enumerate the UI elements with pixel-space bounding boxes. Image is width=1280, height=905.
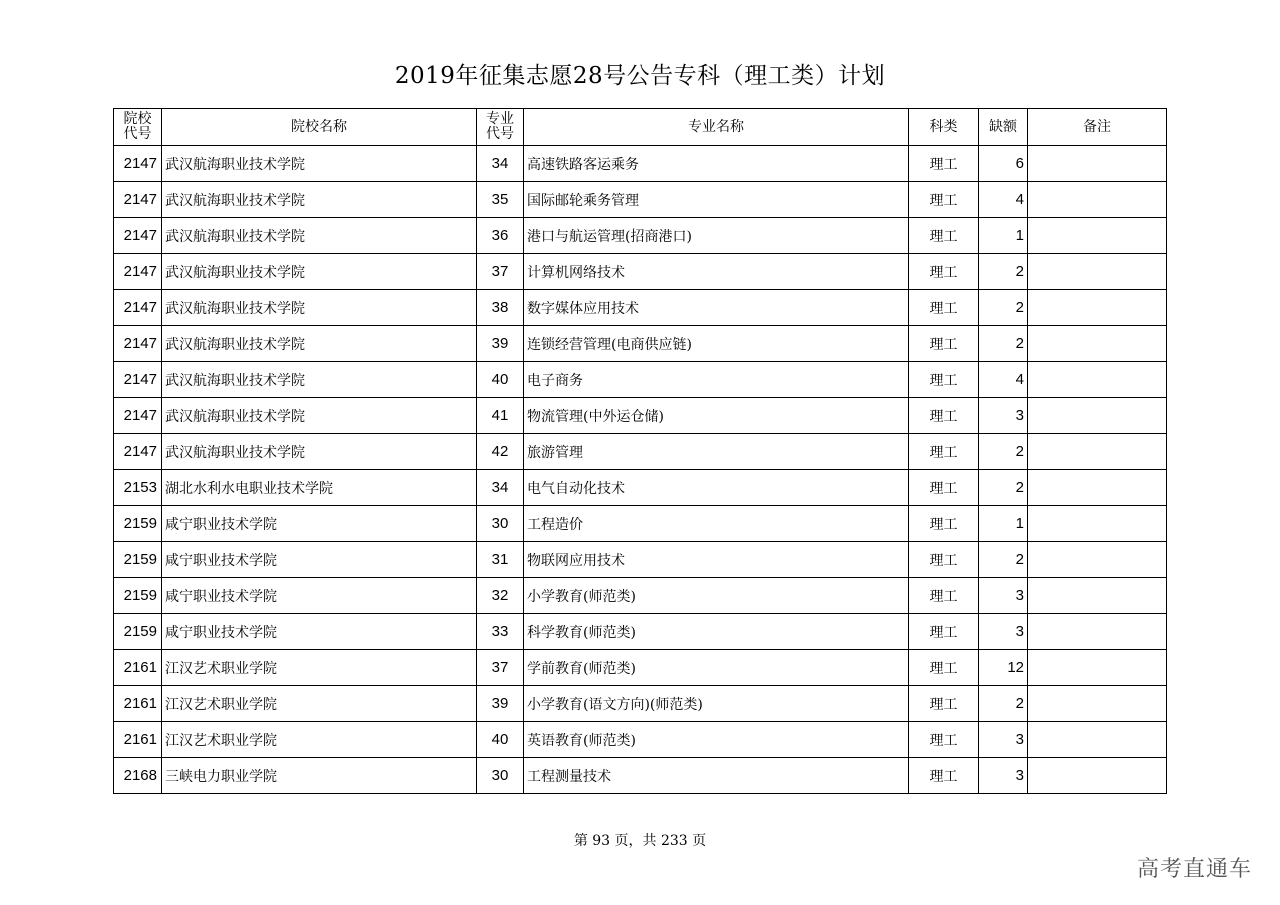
table-row [114, 326, 1167, 362]
cell-category: 理工 [909, 578, 979, 614]
cell-major-name: 物联网应用技术 [524, 542, 909, 578]
cell-note [1028, 362, 1167, 398]
cell-quota: 2 [979, 470, 1028, 506]
watermark: 高考直通车 [1136, 857, 1252, 882]
cell-school-code: 2147 [114, 218, 162, 254]
cell-category: 理工 [909, 614, 979, 650]
cell-school-name: 三峡电力职业学院 [162, 758, 477, 794]
cell-category: 理工 [909, 326, 979, 362]
cell-school-name: 武汉航海职业技术学院 [162, 254, 477, 290]
table-row [114, 182, 1167, 218]
cell-note [1028, 722, 1167, 758]
cell-major-code: 31 [477, 542, 524, 578]
cell-major-code: 40 [477, 362, 524, 398]
cell-major-code: 37 [477, 650, 524, 686]
cell-major-name: 英语教育(师范类) [524, 722, 909, 758]
cell-quota: 3 [979, 722, 1028, 758]
page-footer: 第 93 页，共 233 页 [573, 833, 707, 849]
cell-major-code: 34 [477, 146, 524, 182]
cell-major-code: 36 [477, 218, 524, 254]
cell-note [1028, 578, 1167, 614]
cell-school-name: 武汉航海职业技术学院 [162, 146, 477, 182]
cell-school-code: 2147 [114, 434, 162, 470]
table-row [114, 578, 1167, 614]
cell-school-code: 2147 [114, 326, 162, 362]
cell-quota: 2 [979, 326, 1028, 362]
cell-note [1028, 686, 1167, 722]
cell-school-name: 武汉航海职业技术学院 [162, 362, 477, 398]
cell-category: 理工 [909, 758, 979, 794]
table-row [114, 758, 1167, 794]
table-row [114, 290, 1167, 326]
cell-school-code: 2147 [114, 182, 162, 218]
table-row [114, 650, 1167, 686]
header-school-code: 院校 代号 [114, 109, 162, 146]
cell-major-code: 42 [477, 434, 524, 470]
table-row [114, 506, 1167, 542]
cell-quota: 4 [979, 362, 1028, 398]
cell-quota: 2 [979, 686, 1028, 722]
cell-note [1028, 398, 1167, 434]
cell-major-name: 电子商务 [524, 362, 909, 398]
header-school-name: 院校名称 [162, 109, 477, 146]
cell-major-code: 40 [477, 722, 524, 758]
header-major-name: 专业名称 [524, 109, 909, 146]
cell-school-name: 湖北水利水电职业技术学院 [162, 470, 477, 506]
cell-school-name: 江汉艺术职业学院 [162, 650, 477, 686]
cell-quota: 2 [979, 254, 1028, 290]
table-row [114, 362, 1167, 398]
cell-quota: 6 [979, 146, 1028, 182]
cell-major-code: 32 [477, 578, 524, 614]
cell-note [1028, 254, 1167, 290]
cell-category: 理工 [909, 470, 979, 506]
cell-major-name: 连锁经营管理(电商供应链) [524, 326, 909, 362]
cell-quota: 2 [979, 290, 1028, 326]
cell-quota: 4 [979, 182, 1028, 218]
cell-category: 理工 [909, 542, 979, 578]
cell-major-name: 数字媒体应用技术 [524, 290, 909, 326]
cell-category: 理工 [909, 290, 979, 326]
cell-school-name: 咸宁职业技术学院 [162, 542, 477, 578]
table-header-row [114, 109, 1167, 146]
cell-category: 理工 [909, 362, 979, 398]
table-row [114, 614, 1167, 650]
table-row [114, 542, 1167, 578]
cell-school-name: 江汉艺术职业学院 [162, 722, 477, 758]
cell-category: 理工 [909, 506, 979, 542]
header-note: 备注 [1028, 109, 1167, 146]
cell-major-name: 小学教育(语文方向)(师范类) [524, 686, 909, 722]
cell-major-code: 35 [477, 182, 524, 218]
cell-quota: 3 [979, 578, 1028, 614]
cell-major-name: 物流管理(中外运仓储) [524, 398, 909, 434]
cell-note [1028, 506, 1167, 542]
cell-school-name: 武汉航海职业技术学院 [162, 398, 477, 434]
cell-category: 理工 [909, 398, 979, 434]
cell-school-name: 武汉航海职业技术学院 [162, 434, 477, 470]
cell-school-name: 咸宁职业技术学院 [162, 614, 477, 650]
cell-school-code: 2159 [114, 542, 162, 578]
cell-major-code: 34 [477, 470, 524, 506]
cell-category: 理工 [909, 146, 979, 182]
cell-note [1028, 758, 1167, 794]
cell-school-code: 2147 [114, 290, 162, 326]
cell-major-code: 39 [477, 326, 524, 362]
cell-category: 理工 [909, 686, 979, 722]
table-row [114, 722, 1167, 758]
cell-quota: 2 [979, 434, 1028, 470]
cell-note [1028, 614, 1167, 650]
cell-major-name: 工程造价 [524, 506, 909, 542]
cell-quota: 1 [979, 218, 1028, 254]
cell-school-name: 江汉艺术职业学院 [162, 686, 477, 722]
plan-table [113, 108, 1167, 794]
cell-school-code: 2147 [114, 398, 162, 434]
cell-major-code: 37 [477, 254, 524, 290]
cell-major-name: 高速铁路客运乘务 [524, 146, 909, 182]
cell-note [1028, 470, 1167, 506]
header-quota: 缺额 [979, 109, 1028, 146]
cell-quota: 3 [979, 758, 1028, 794]
cell-note [1028, 434, 1167, 470]
cell-note [1028, 182, 1167, 218]
cell-quota: 2 [979, 542, 1028, 578]
page-title: 2019年征集志愿28号公告专科（理工类）计划 [394, 63, 886, 89]
table-row [114, 218, 1167, 254]
cell-school-name: 武汉航海职业技术学院 [162, 326, 477, 362]
cell-note [1028, 146, 1167, 182]
cell-category: 理工 [909, 722, 979, 758]
table-row [114, 470, 1167, 506]
cell-school-code: 2147 [114, 146, 162, 182]
cell-major-code: 39 [477, 686, 524, 722]
cell-note [1028, 650, 1167, 686]
cell-note [1028, 218, 1167, 254]
header-category: 科类 [909, 109, 979, 146]
cell-school-code: 2161 [114, 686, 162, 722]
cell-note [1028, 326, 1167, 362]
cell-school-code: 2159 [114, 506, 162, 542]
cell-school-code: 2147 [114, 254, 162, 290]
table-row [114, 398, 1167, 434]
cell-note [1028, 542, 1167, 578]
cell-school-name: 咸宁职业技术学院 [162, 578, 477, 614]
cell-school-name: 武汉航海职业技术学院 [162, 290, 477, 326]
cell-major-name: 学前教育(师范类) [524, 650, 909, 686]
cell-major-code: 41 [477, 398, 524, 434]
cell-quota: 1 [979, 506, 1028, 542]
cell-category: 理工 [909, 434, 979, 470]
cell-major-code: 38 [477, 290, 524, 326]
cell-quota: 3 [979, 398, 1028, 434]
cell-school-code: 2161 [114, 650, 162, 686]
cell-school-code: 2168 [114, 758, 162, 794]
cell-category: 理工 [909, 182, 979, 218]
cell-school-code: 2161 [114, 722, 162, 758]
cell-note [1028, 290, 1167, 326]
cell-major-code: 30 [477, 758, 524, 794]
cell-school-code: 2159 [114, 578, 162, 614]
cell-quota: 12 [979, 650, 1028, 686]
cell-school-name: 武汉航海职业技术学院 [162, 182, 477, 218]
cell-major-code: 33 [477, 614, 524, 650]
cell-major-name: 国际邮轮乘务管理 [524, 182, 909, 218]
cell-category: 理工 [909, 650, 979, 686]
cell-school-name: 咸宁职业技术学院 [162, 506, 477, 542]
cell-major-name: 科学教育(师范类) [524, 614, 909, 650]
cell-school-name: 武汉航海职业技术学院 [162, 218, 477, 254]
cell-major-code: 30 [477, 506, 524, 542]
cell-major-name: 计算机网络技术 [524, 254, 909, 290]
table-row [114, 146, 1167, 182]
cell-quota: 3 [979, 614, 1028, 650]
cell-school-code: 2159 [114, 614, 162, 650]
header-major-code: 专业 代号 [477, 109, 524, 146]
cell-category: 理工 [909, 254, 979, 290]
cell-school-code: 2153 [114, 470, 162, 506]
cell-major-name: 小学教育(师范类) [524, 578, 909, 614]
cell-major-name: 旅游管理 [524, 434, 909, 470]
cell-major-name: 港口与航运管理(招商港口) [524, 218, 909, 254]
table-body [114, 146, 1167, 794]
cell-major-name: 电气自动化技术 [524, 470, 909, 506]
table-row [114, 686, 1167, 722]
cell-major-name: 工程测量技术 [524, 758, 909, 794]
cell-category: 理工 [909, 218, 979, 254]
table-row [114, 254, 1167, 290]
cell-school-code: 2147 [114, 362, 162, 398]
table-row [114, 434, 1167, 470]
